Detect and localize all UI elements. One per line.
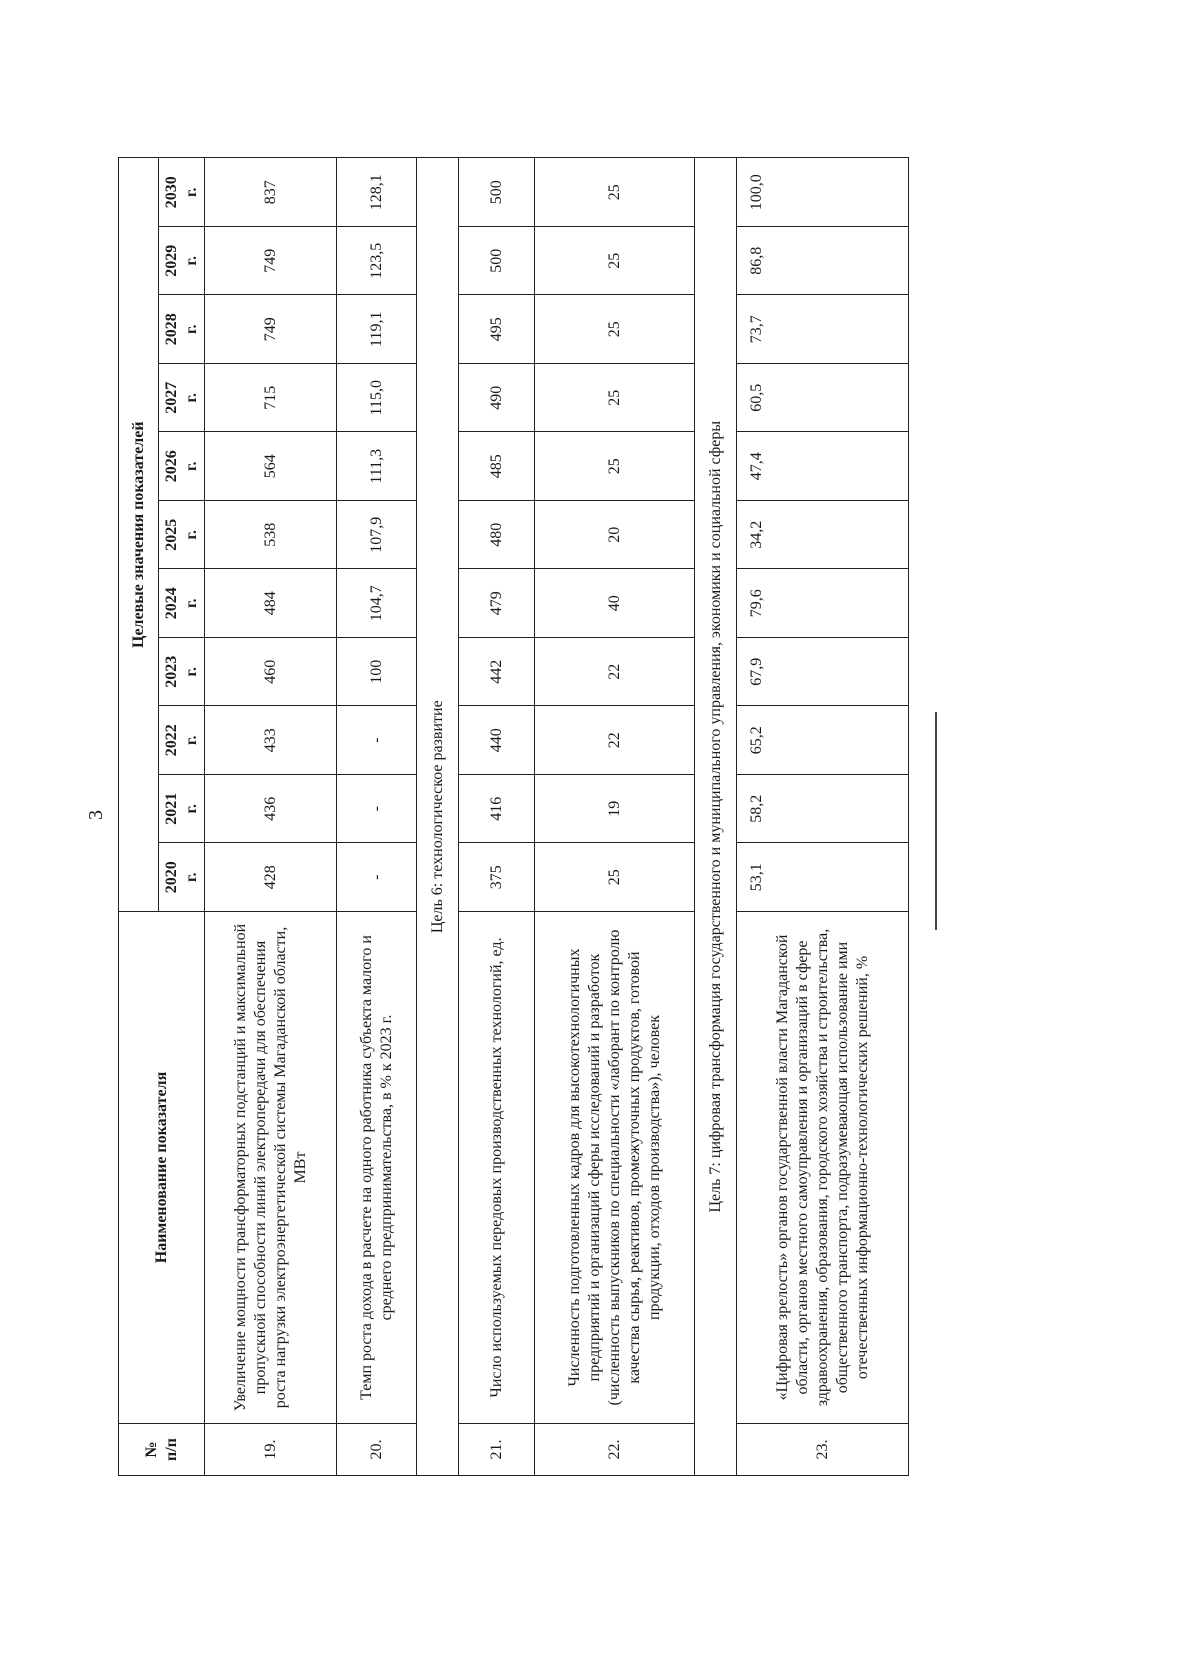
- row-number: 21.: [459, 1424, 535, 1476]
- value-cell: 40: [535, 569, 695, 638]
- value-cell: 495: [459, 295, 535, 364]
- section-title: Цель 7: цифровая трансформация государственного и муниципального управления, экономики и социальной сферы: [695, 158, 737, 1476]
- page-number: 3: [85, 810, 107, 820]
- value-cell: 436: [205, 775, 337, 844]
- value-cell: 123,5: [337, 227, 417, 296]
- row-number: 19.: [205, 1424, 337, 1476]
- value-cell: 104,7: [337, 569, 417, 638]
- header-year: 2025 г.: [159, 501, 205, 570]
- value-cell: 25: [535, 843, 695, 912]
- header-year: 2022 г.: [159, 706, 205, 775]
- value-cell: 25: [535, 295, 695, 364]
- value-cell: 375: [459, 843, 535, 912]
- header-num: № п/п: [119, 1424, 205, 1476]
- header-year: 2026 г.: [159, 432, 205, 501]
- value-cell: 19: [535, 775, 695, 844]
- header-year: 2020 г.: [159, 843, 205, 912]
- value-cell: -: [337, 706, 417, 775]
- value-cell: 119,1: [337, 295, 417, 364]
- value-cell: 428: [205, 843, 337, 912]
- header-year: 2021 г.: [159, 775, 205, 844]
- value-cell: 480: [459, 501, 535, 570]
- value-cell: 22: [535, 706, 695, 775]
- indicators-table: [118, 157, 909, 1476]
- header-year: 2030 г.: [159, 158, 205, 227]
- value-cell: 100: [337, 638, 417, 707]
- header-year: 2024 г.: [159, 569, 205, 638]
- value-cell: 500: [459, 158, 535, 227]
- value-cell: 538: [205, 501, 337, 570]
- header-year: 2029 г.: [159, 227, 205, 296]
- table-row: [459, 158, 535, 1476]
- divider-line: [935, 712, 937, 930]
- table-row: [205, 158, 337, 1476]
- value-cell: -: [337, 775, 417, 844]
- value-cell: 22: [535, 638, 695, 707]
- value-cell: 20: [535, 501, 695, 570]
- value-cell: 73,7: [737, 295, 909, 364]
- indicator-name: «Цифровая зрелость» органов государственной власти Магаданской области, органов местного самоуправления и организаций в сфере здравоохранения, образования, городского хозяйства и строительства, общественного транспорта, подразумевающая использование ими отечественных информационно-технологических решений, %: [737, 912, 909, 1424]
- value-cell: 60,5: [737, 364, 909, 433]
- indicator-name: Численность подготовленных кадров для высокотехнологичных предприятий и организаций сферы исследований и разработок (численность выпускников по специальности «лаборант по контролю качества сырья, реактивов, промежуточных продуктов, готовой продукции, отходов производства»), человек: [535, 912, 695, 1424]
- value-cell: 25: [535, 432, 695, 501]
- row-number: 22.: [535, 1424, 695, 1476]
- value-cell: 433: [205, 706, 337, 775]
- value-cell: 34,2: [737, 501, 909, 570]
- value-cell: 416: [459, 775, 535, 844]
- value-cell: -: [337, 843, 417, 912]
- value-cell: 500: [459, 227, 535, 296]
- value-cell: 25: [535, 158, 695, 227]
- value-cell: 749: [205, 227, 337, 296]
- section-title: Цель 6: технологическое развитие: [417, 158, 459, 1476]
- table-row: [737, 158, 909, 1476]
- header-name: Наименование показателя: [119, 912, 205, 1424]
- header-year: 2023 г.: [159, 638, 205, 707]
- value-cell: 485: [459, 432, 535, 501]
- value-cell: 440: [459, 706, 535, 775]
- value-cell: 111,3: [337, 432, 417, 501]
- value-cell: 128,1: [337, 158, 417, 227]
- value-cell: 442: [459, 638, 535, 707]
- value-cell: 47,4: [737, 432, 909, 501]
- table-row: [337, 158, 417, 1476]
- value-cell: 25: [535, 227, 695, 296]
- table-row: [535, 158, 695, 1476]
- value-cell: 749: [205, 295, 337, 364]
- section-row: [417, 158, 459, 1476]
- value-cell: 837: [205, 158, 337, 227]
- rotated-table-container: [118, 158, 908, 1476]
- value-cell: 564: [205, 432, 337, 501]
- header-targets: Целевые значения показателей: [119, 158, 159, 912]
- value-cell: 25: [535, 364, 695, 433]
- value-cell: 79,6: [737, 569, 909, 638]
- indicator-name: Увеличение мощности трансформаторных подстанций и максимальной пропускной способности линий электропередачи для обеспечения роста нагрузки электроэнергетической системы Магаданской области, МВт: [205, 912, 337, 1424]
- header-year: 2027 г.: [159, 364, 205, 433]
- value-cell: 484: [205, 569, 337, 638]
- header-year: 2028 г.: [159, 295, 205, 364]
- value-cell: 58,2: [737, 775, 909, 844]
- value-cell: 115,0: [337, 364, 417, 433]
- section-row: [695, 158, 737, 1476]
- value-cell: 107,9: [337, 501, 417, 570]
- row-number: 23.: [737, 1424, 909, 1476]
- value-cell: 86,8: [737, 227, 909, 296]
- value-cell: 490: [459, 364, 535, 433]
- value-cell: 460: [205, 638, 337, 707]
- row-number: 20.: [337, 1424, 417, 1476]
- value-cell: 100,0: [737, 158, 909, 227]
- value-cell: 53,1: [737, 843, 909, 912]
- indicator-name: Темп роста дохода в расчете на одного работника субъекта малого и среднего предпринимательства, в % к 2023 г.: [337, 912, 417, 1424]
- indicator-name: Число используемых передовых производственных технологий, ед.: [459, 912, 535, 1424]
- value-cell: 715: [205, 364, 337, 433]
- value-cell: 65,2: [737, 706, 909, 775]
- value-cell: 479: [459, 569, 535, 638]
- value-cell: 67,9: [737, 638, 909, 707]
